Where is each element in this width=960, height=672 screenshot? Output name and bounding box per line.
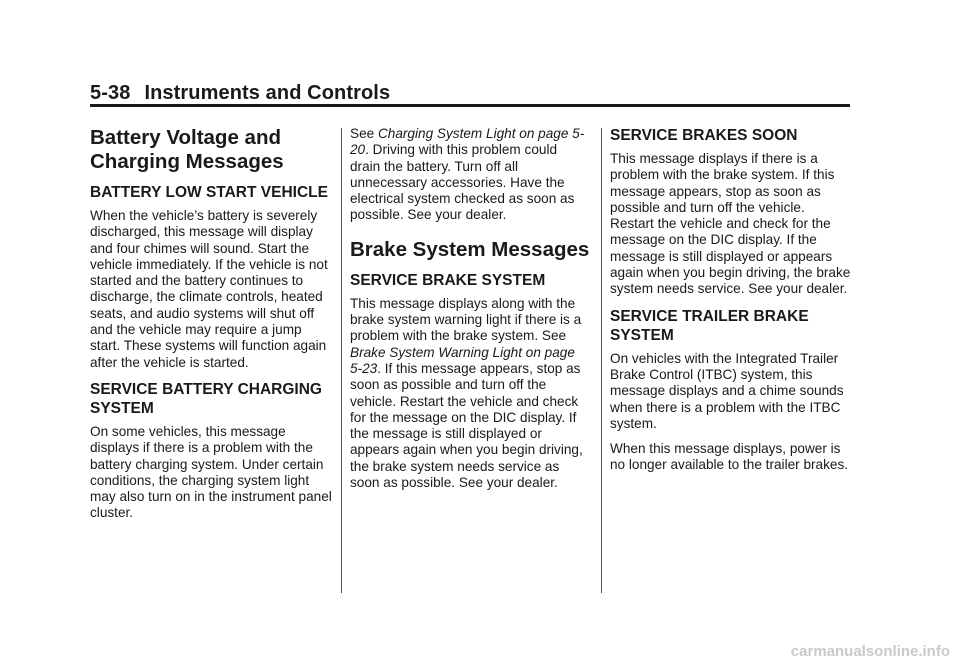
service-trailer-brake-text-1: On vehicles with the Integrated Trailer Brake Control (ITBC) system, this message displays and a chime sounds when there is a problem with the ITBC system. (610, 350, 844, 431)
brake-warning-light-ref-link[interactable]: Brake System Warning Light on page 5-23 (350, 344, 575, 376)
page-header (90, 82, 850, 105)
battery-messages-heading: Battery Voltage and Charging Messages (90, 126, 284, 173)
service-trailer-brake-heading: SERVICE TRAILER BRAKE SYSTEM (610, 307, 809, 344)
brake-messages-heading: Brake System Messages (350, 237, 590, 261)
text-run: . Driving with this problem could drain the battery. Turn off all unnecessary accessories. Have the electrical system checked as soon as possible. See your dealer. (350, 142, 575, 223)
column-2 (350, 126, 590, 500)
column-divider-1 (341, 128, 342, 593)
service-trailer-brake-text-2: When this message displays, power is no longer available to the trailer brakes. (610, 441, 849, 473)
service-brake-system-text (350, 296, 590, 492)
battery-low-heading: BATTERY LOW START VEHICLE (90, 184, 328, 201)
charging-continuation-text (350, 126, 590, 224)
service-brake-system-heading: SERVICE BRAKE SYSTEM (350, 271, 546, 289)
battery-low-text: When the vehicle’s battery is severely discharged, this message will display and four chimes will sound. Start the vehicle immediately. If the vehicle is not started and the battery continues to discharge, the climate controls, heated seats, and audio systems will shut off and the vehicle may require a jump start. These systems will function again after the vehicle is started. (90, 208, 328, 370)
column-1 (90, 126, 332, 531)
service-battery-text: On some vehicles, this message displays if there is a problem with the battery charging system. Under certain conditions, the charging system light may also turn on in the instrument panel cluster. (90, 423, 332, 521)
watermark: carmanualsonline.info (790, 643, 950, 660)
text-run: This message displays along with the brake system warning light if there is a problem with the brake system. See (350, 295, 582, 344)
service-battery-heading: SERVICE BATTERY CHARGING SYSTEM (90, 380, 322, 417)
column-divider-2 (601, 128, 602, 593)
column-3 (610, 126, 852, 483)
chapter-title: Instruments and Controls (144, 82, 391, 104)
service-brakes-soon-heading: SERVICE BRAKES SOON (610, 127, 798, 144)
service-brakes-soon-text: This message displays if there is a problem with the brake system. If this message appears, stop as soon as possible and turn off the vehicle. Restart the vehicle and check for the message on the DIC display. If the message is still displayed or appears again when you begin driving, the brake system needs service. See your dealer. (610, 151, 851, 297)
charging-light-ref-link[interactable]: Charging System Light on page 5-20 (350, 126, 585, 158)
text-run: See (350, 126, 378, 141)
text-run: . If this message appears, stop as soon as possible and turn off the vehicle. Restart the vehicle and check for the message on the DIC display. If the message is still displayed or appears again when you begin driving, the brake system needs service as soon as possible. See your dealer. (350, 360, 583, 491)
header-rule (90, 104, 850, 107)
page-number: 5-38 (90, 82, 131, 104)
